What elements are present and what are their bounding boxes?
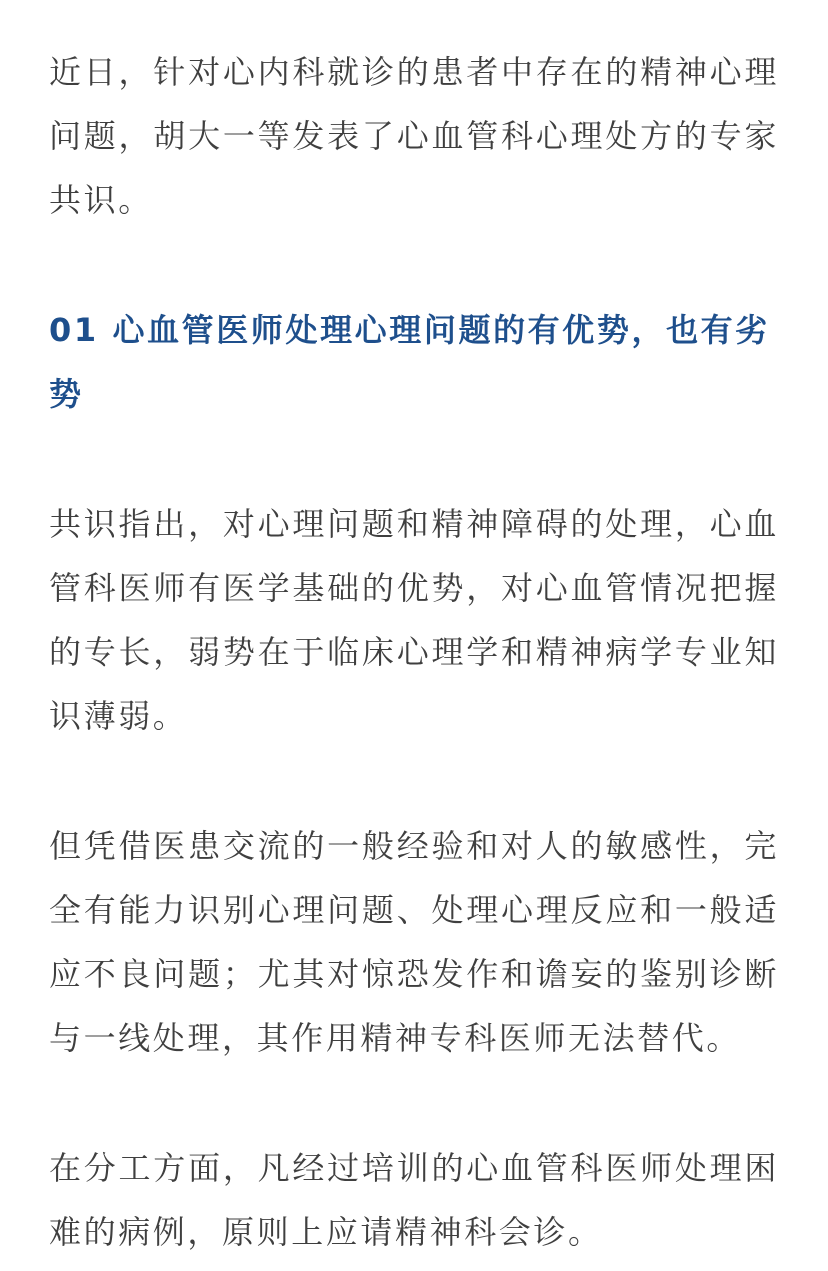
division-paragraph: 在分工方面，凡经过培训的心血管科医师处理困难的病例，原则上应请精神科会诊。	[49, 1149, 779, 1251]
article-body	[49, 40, 779, 1264]
capability-paragraph: 但凭借医患交流的一般经验和对人的敏感性，完全有能力识别心理问题、处理心理反应和一般适应不良问题；尤其对惊恐发作和谵妄的鉴别诊断与一线处理，其作用精神专科医师无法替代。	[49, 827, 779, 1057]
intro-paragraph: 近日，针对心内科就诊的患者中存在的精神心理问题，胡大一等发表了心血管科心理处方的专家共识。	[49, 53, 779, 219]
consensus-paragraph: 共识指出，对心理问题和精神障碍的处理，心血管科医师有医学基础的优势，对心血管情况把握的专长，弱势在于临床心理学和精神病学专业知识薄弱。	[49, 505, 779, 735]
section-heading: 01 心血管医师处理心理问题的有优势，也有劣势	[49, 311, 770, 413]
